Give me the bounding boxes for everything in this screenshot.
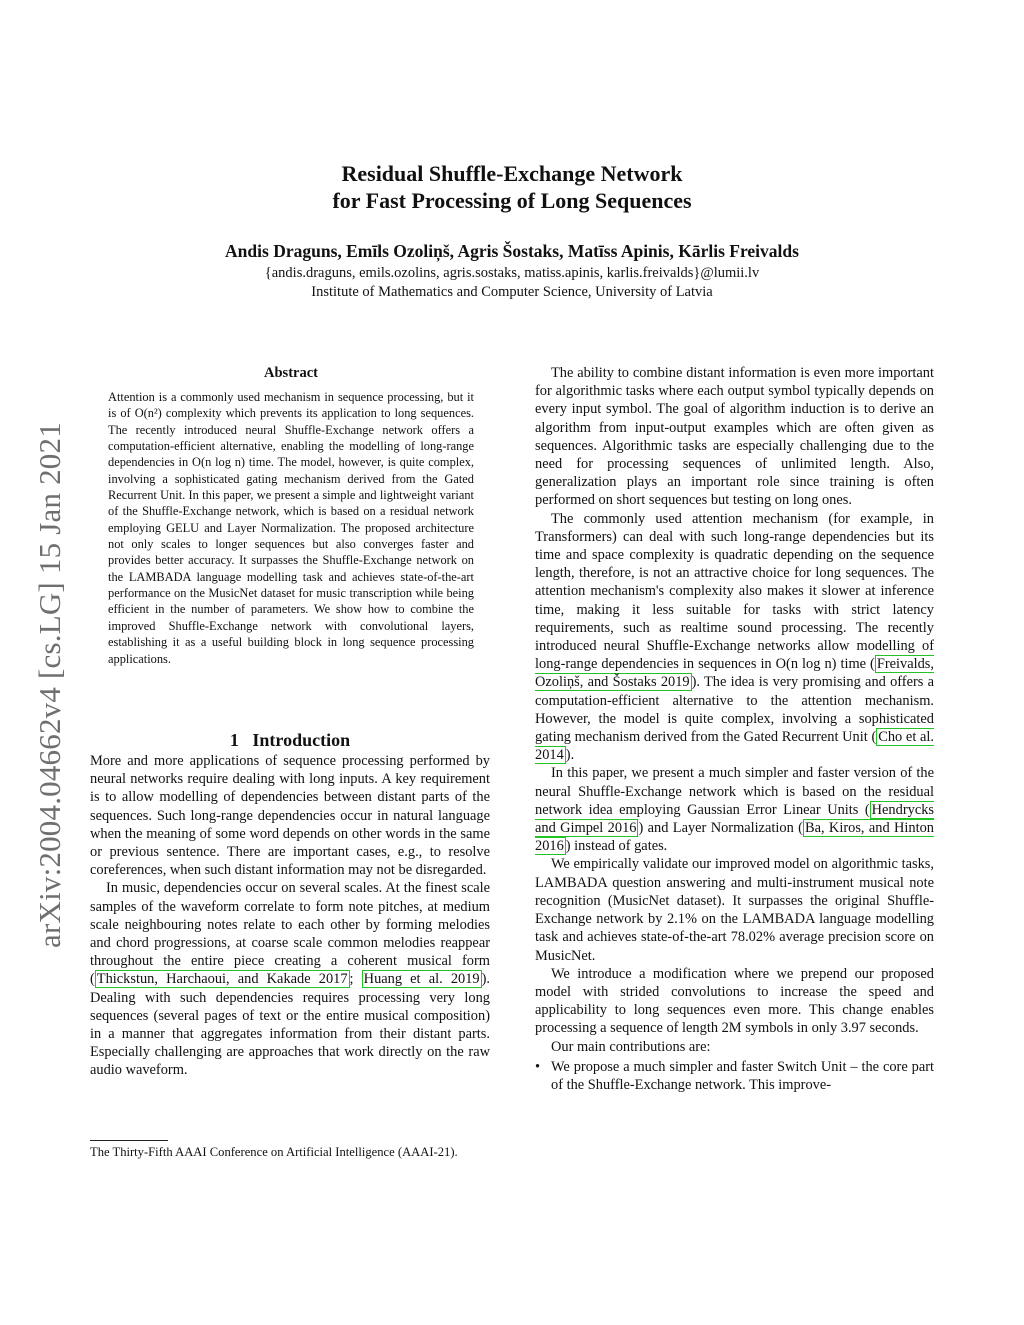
- right-paragraph-6: Our main contributions are:: [551, 1038, 711, 1055]
- right-paragraph-1: The ability to combine distant information is even more important for algorithmic tasks where each output symbol typically depends on every input symbol. The goal of algorithm induction is to derive an algorithm from input-output examples which are often given as sequences. Algorithmic tasks are especially challenging due to the need for processing sequences of unlimited length. Also, generalization plays an important role since training is often performed on short sequences but testing on long ones.: [535, 365, 934, 509]
- citation-link-freivalds[interactable]: Freivalds, Ozoliņš, and Šostaks 2019: [535, 656, 934, 691]
- intro-paragraph-2: [90, 879, 490, 1079]
- right-paragraph-4: We empirically validate our improved model on algorithmic tasks, LAMBADA question answering and multi-instrument musical note recognition (MusicNet dataset). It surpasses the original Shuffle-Exchange network by 2.1% on the LAMBADA language modelling task and achieves state-of-the-art 78.02% average precision score on MusicNet.: [535, 856, 934, 964]
- right-column: [535, 364, 934, 1094]
- footnote: The Thirty-Fifth AAAI Conference on Artificial Intelligence (AAAI-21).: [90, 1145, 458, 1159]
- title-line-1: Residual Shuffle-Exchange Network: [341, 161, 683, 186]
- paragraph-text: ). Dealing with such dependencies requires processing very long sequences (several pages of text or the entire musical composition) in a manner that aggregates information from their distant parts. Especially challenging are approaches that work directly on the raw audio waveform.: [90, 971, 490, 1079]
- citation-link-hendrycks[interactable]: Hendrycks and Gimpel 2016: [535, 801, 934, 837]
- institution: Institute of Mathematics and Computer Science, University of Latvia: [311, 284, 713, 300]
- footnote-divider: [90, 1140, 168, 1141]
- author-emails: {andis.draguns, emils.ozolins, agris.sostaks, matiss.apinis, karlis.freivalds}@lumii.lv: [264, 265, 760, 281]
- abstract-heading: Abstract: [264, 365, 318, 381]
- author-list: Andis Draguns, Emīls Ozoliņš, Agris Šostaks, Matīss Apinis, Kārlis Freivalds: [225, 241, 799, 261]
- right-paragraph-2: [535, 510, 934, 765]
- title-line-2: for Fast Processing of Long Sequences: [332, 188, 692, 213]
- bullet-icon: •: [535, 1058, 541, 1075]
- paragraph-text: The commonly used attention mechanism (for example, in Transformers) can deal with such long-range dependencies but its time and space complexity is quadratic depending on the sequence length, therefore, is not an attractive choice for long sequences. The attention mechanism's complexity also makes it slower at inference time, making it less suitable for tasks with strict latency requirements, such as realtime sound processing. The recently introduced neural Shuffle-Exchange networks allow modelling of long-range dependencies in sequences in O(n log n) time (: [535, 510, 934, 673]
- contribution-list-item: [535, 1058, 934, 1094]
- right-paragraph-3: [535, 764, 934, 855]
- paragraph-text: ) and Layer Normalization (: [638, 820, 803, 837]
- citation-link-ba[interactable]: Ba, Kiros, and Hinton 2016: [535, 820, 934, 855]
- citation-link-thickstun[interactable]: Thickstun, Harchaoui, and Kakade 2017: [96, 971, 348, 988]
- paragraph-text: In this paper, we present a much simpler and faster version of the neural Shuffle-Exchange network which is based on the residual network idea employing Gaussian Error Linear Units (: [535, 765, 934, 818]
- right-paragraph-5: We introduce a modification where we prepend our proposed model with strided convolutions to increase the speed and applicability to long sequences even more. This change enables processing a sequence of length 2M symbols in only 3.97 seconds.: [535, 965, 934, 1037]
- affiliation-block: [0, 264, 1024, 302]
- citation-separator: ;: [349, 971, 362, 988]
- arxiv-side-label: arXiv:2004.04662v4 [cs.LG] 15 Jan 2021: [32, 422, 67, 948]
- contribution-text: We propose a much simpler and faster Switch Unit – the core part of the Shuffle-Exchange network. This improve-: [551, 1058, 934, 1093]
- section-title: Introduction: [252, 730, 351, 750]
- section-number: 1: [229, 730, 239, 750]
- left-column: [90, 752, 490, 1080]
- paragraph-text: ). The idea is very promising and offers a computation-efficient alternative to the attention mechanism. However, the model is quite complex, involving a sophisticated gating mechanism derived from the Gated Recurrent Unit (: [535, 674, 934, 746]
- paragraph-text: ) instead of gates.: [565, 838, 668, 855]
- paragraph-text: ).: [565, 747, 575, 764]
- section-heading-introduction: [90, 728, 490, 752]
- citation-link-cho[interactable]: Cho et al. 2014: [535, 729, 934, 764]
- paragraph-text: In music, dependencies occur on several scales. At the finest scale samples of the waveform correlate to form note pitches, at medium scale neighbouring notes relate to each other by forming melodies and chord progressions, at coarse scale common melodies reappear throughout the entire piece creating a coherent musical form (: [90, 880, 490, 988]
- intro-paragraph-1: More and more applications of sequence processing performed by neural networks require dealing with long inputs. A key requirement is to allow modelling of dependencies between distant parts of the sequences. Such long-range dependencies occur in natural language when the meaning of some word depends on other words in the same or previous sentence. There are important cases, e.g., to resolve coreferences, when such distant information may not be disregarded.: [90, 753, 490, 879]
- abstract-text: Attention is a commonly used mechanism in sequence processing, but it is of O(n²) complexity which prevents its application to long sequences. The recently introduced neural Shuffle-Exchange network offers a computation-efficient alternative, enabling the modelling of long-range dependencies in O(n log n) time. The model, however, is quite complex, involving a sophisticated gating mechanism derived from the Gated Recurrent Unit. In this paper, we present a simple and lightweight variant of the Shuffle-Exchange network, which is based on a residual network employing GELU and Layer Normalization. The proposed architecture not only scales to longer sequences but also converges faster and provides better accuracy. It surpasses the Shuffle-Exchange network on the LAMBADA language modelling task and achieves state-of-the-art performance on the MusicNet dataset for music transcription while being efficient in the number of parameters. We show how to combine the improved Shuffle-Exchange network with convolutional layers, establishing it as a useful building block in long sequence processing applications.: [108, 390, 474, 666]
- paper-title: [0, 160, 1024, 214]
- citation-link-huang[interactable]: Huang et al. 2019: [363, 971, 480, 988]
